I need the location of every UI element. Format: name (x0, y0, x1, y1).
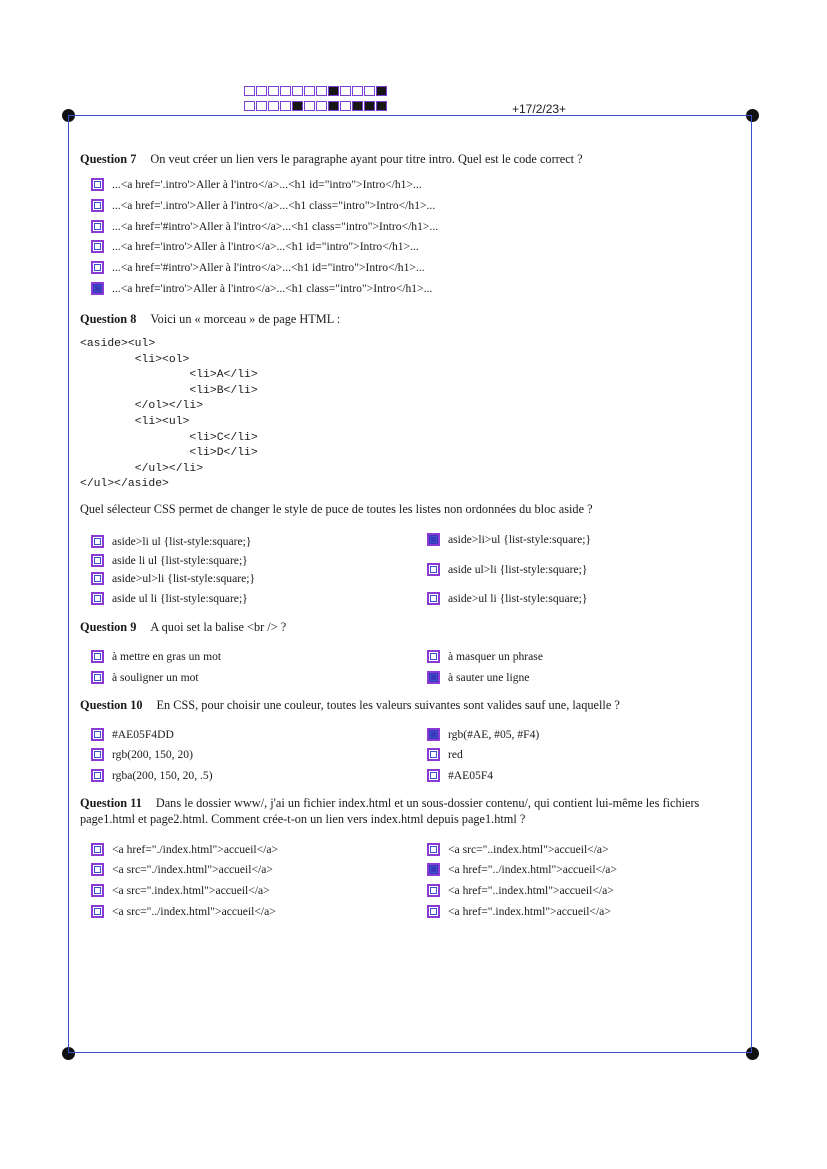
q9-option-right-1[interactable] (427, 650, 543, 663)
question-7 (80, 152, 583, 167)
question-label: Question 7 (80, 152, 137, 166)
checkbox[interactable] (427, 905, 440, 918)
checkbox[interactable] (91, 884, 104, 897)
option-label: ...<a href='intro'>Aller à l'intro</a>...<h1 class="intro">Intro</h1>... (112, 282, 433, 295)
q8-option-left-2[interactable] (91, 554, 248, 567)
option-label: red (448, 748, 463, 761)
q11-option-left-1[interactable] (91, 843, 278, 856)
code-snippet: <aside><ul> <li><ol> <li>A</li> <li>B</li> </ol></li> <li><ul> <li>C</li> <li>D</li> </ul></li> </ul></aside> (80, 338, 258, 491)
option-label: aside>ul>li {list-style:square;} (112, 572, 256, 585)
question-11-text-line2: page1.html et page2.html. Comment crée-t-on un lien vers index.html depuis page1.html ? (80, 812, 526, 826)
option-label: rgb(200, 150, 20) (112, 748, 193, 761)
checkbox-checked[interactable] (91, 282, 104, 295)
q10-option-left-1[interactable] (91, 728, 174, 741)
question-text: Dans le dossier www/, j'ai un fichier index.html et un sous-dossier contenu/, qui contient lui-même les fichiers (155, 796, 700, 810)
option-label: <a href="../index.html">accueil</a> (448, 863, 617, 876)
barcode-row-1 (244, 86, 387, 96)
q8-option-left-1[interactable] (91, 535, 251, 548)
q8-option-right-2[interactable] (427, 563, 587, 576)
option-label: rgb(#AE, #05, #F4) (448, 728, 540, 741)
option-label: <a src="..index.html">accueil</a> (448, 843, 609, 856)
checkbox[interactable] (427, 843, 440, 856)
checkbox[interactable] (91, 240, 104, 253)
checkbox[interactable] (91, 261, 104, 274)
barcode-row-2 (244, 101, 387, 111)
checkbox[interactable] (91, 671, 104, 684)
checkbox[interactable] (427, 769, 440, 782)
option-label: <a src="../index.html">accueil</a> (112, 905, 276, 918)
checkbox[interactable] (427, 592, 440, 605)
checkbox[interactable] (427, 884, 440, 897)
option-label: <a href="./index.html">accueil</a> (112, 843, 279, 856)
question-label: Question 9 (80, 620, 137, 634)
q11-option-left-4[interactable] (91, 905, 276, 918)
checkbox-checked[interactable] (427, 671, 440, 684)
checkbox[interactable] (91, 843, 104, 856)
checkbox[interactable] (91, 863, 104, 876)
checkbox[interactable] (427, 650, 440, 663)
q8-option-right-3[interactable] (427, 592, 587, 605)
option-label: rgba(200, 150, 20, .5) (112, 769, 213, 782)
q11-option-left-2[interactable] (91, 863, 273, 876)
checkbox[interactable] (91, 220, 104, 233)
option-label: à souligner un mot (112, 671, 199, 684)
q7-option-4[interactable] (91, 240, 419, 253)
checkbox[interactable] (91, 572, 104, 585)
checkbox-checked[interactable] (427, 533, 440, 546)
option-label: aside>li ul {list-style:square;} (112, 535, 252, 548)
checkbox-checked[interactable] (427, 863, 440, 876)
option-label: aside>li>ul {list-style:square;} (448, 533, 592, 546)
option-label: ...<a href='intro'>Aller à l'intro</a>...<h1 id="intro">Intro</h1>... (112, 240, 419, 253)
checkbox[interactable] (427, 748, 440, 761)
q10-option-left-3[interactable] (91, 769, 213, 782)
checkbox[interactable] (91, 592, 104, 605)
question-10 (80, 698, 620, 713)
q8-option-right-1[interactable] (427, 533, 591, 546)
q11-option-right-3[interactable] (427, 884, 614, 897)
checkbox[interactable] (91, 554, 104, 567)
q8-option-left-3[interactable] (91, 572, 255, 585)
q7-option-5[interactable] (91, 261, 425, 274)
option-label: ...<a href='#intro'>Aller à l'intro</a>...<h1 id="intro">Intro</h1>... (112, 261, 425, 274)
checkbox[interactable] (91, 199, 104, 212)
option-label: aside ul>li {list-style:square;} (448, 563, 588, 576)
question-text: Voici un « morceau » de page HTML : (150, 312, 341, 326)
option-label: <a src=".index.html">accueil</a> (112, 884, 270, 897)
option-label: à mettre en gras un mot (112, 650, 222, 663)
q10-option-right-1[interactable] (427, 728, 539, 741)
question-text: A quoi set la balise <br /> ? (150, 620, 287, 634)
checkbox[interactable] (427, 563, 440, 576)
option-label: ...<a href='#intro'>Aller à l'intro</a>...<h1 class="intro">Intro</h1>... (112, 220, 439, 233)
checkbox[interactable] (91, 650, 104, 663)
option-label: ...<a href='.intro'>Aller à l'intro</a>...<h1 id="intro">Intro</h1>... (112, 178, 422, 191)
option-label: aside li ul {list-style:square;} (112, 554, 248, 567)
checkbox[interactable] (91, 535, 104, 548)
option-label: ...<a href='.intro'>Aller à l'intro</a>...<h1 class="intro">Intro</h1>... (112, 199, 436, 212)
q7-option-2[interactable] (91, 199, 435, 212)
q7-option-1[interactable] (91, 178, 422, 191)
checkbox[interactable] (91, 178, 104, 191)
copy-id: +17/2/23+ (512, 102, 567, 116)
option-label: <a src="./index.html">accueil</a> (112, 863, 273, 876)
option-label: à sauter une ligne (448, 671, 530, 684)
q11-option-left-3[interactable] (91, 884, 270, 897)
q11-option-right-2[interactable] (427, 863, 617, 876)
question-8-prompt: Quel sélecteur CSS permet de changer le style de puce de toutes les listes non ordonnées du bloc aside ? (80, 502, 593, 516)
question-11 (80, 796, 699, 811)
q9-option-left-1[interactable] (91, 650, 221, 663)
question-text: On veut créer un lien vers le paragraphe ayant pour titre intro. Quel est le code correct ? (150, 152, 583, 166)
option-label: #AE05F4 (448, 769, 494, 782)
q10-option-right-2[interactable] (427, 748, 463, 761)
question-9 (80, 620, 286, 635)
checkbox[interactable] (91, 748, 104, 761)
option-label: #AE05F4DD (112, 728, 174, 741)
question-label: Question 8 (80, 312, 137, 326)
q10-option-left-2[interactable] (91, 748, 193, 761)
option-label: aside>ul li {list-style:square;} (448, 592, 588, 605)
question-label: Question 10 (80, 698, 143, 712)
checkbox[interactable] (91, 769, 104, 782)
q11-option-right-4[interactable] (427, 905, 611, 918)
checkbox[interactable] (91, 905, 104, 918)
question-text: En CSS, pour choisir une couleur, toutes les valeurs suivantes sont valides sauf une, laquelle ? (156, 698, 620, 712)
q11-option-right-1[interactable] (427, 843, 609, 856)
option-label: <a href=".index.html">accueil</a> (448, 905, 611, 918)
question-label: Question 11 (80, 796, 142, 810)
checkbox-checked[interactable] (427, 728, 440, 741)
checkbox[interactable] (91, 728, 104, 741)
q7-option-3[interactable] (91, 220, 438, 233)
q9-option-left-2[interactable] (91, 671, 199, 684)
option-label: aside ul li {list-style:square;} (112, 592, 248, 605)
option-label: <a href="..index.html">accueil</a> (448, 884, 614, 897)
question-8 (80, 312, 340, 327)
q8-option-left-4[interactable] (91, 592, 248, 605)
q7-option-6[interactable] (91, 282, 432, 295)
option-label: à masquer un phrase (448, 650, 543, 663)
q10-option-right-3[interactable] (427, 769, 493, 782)
q9-option-right-2[interactable] (427, 671, 529, 684)
